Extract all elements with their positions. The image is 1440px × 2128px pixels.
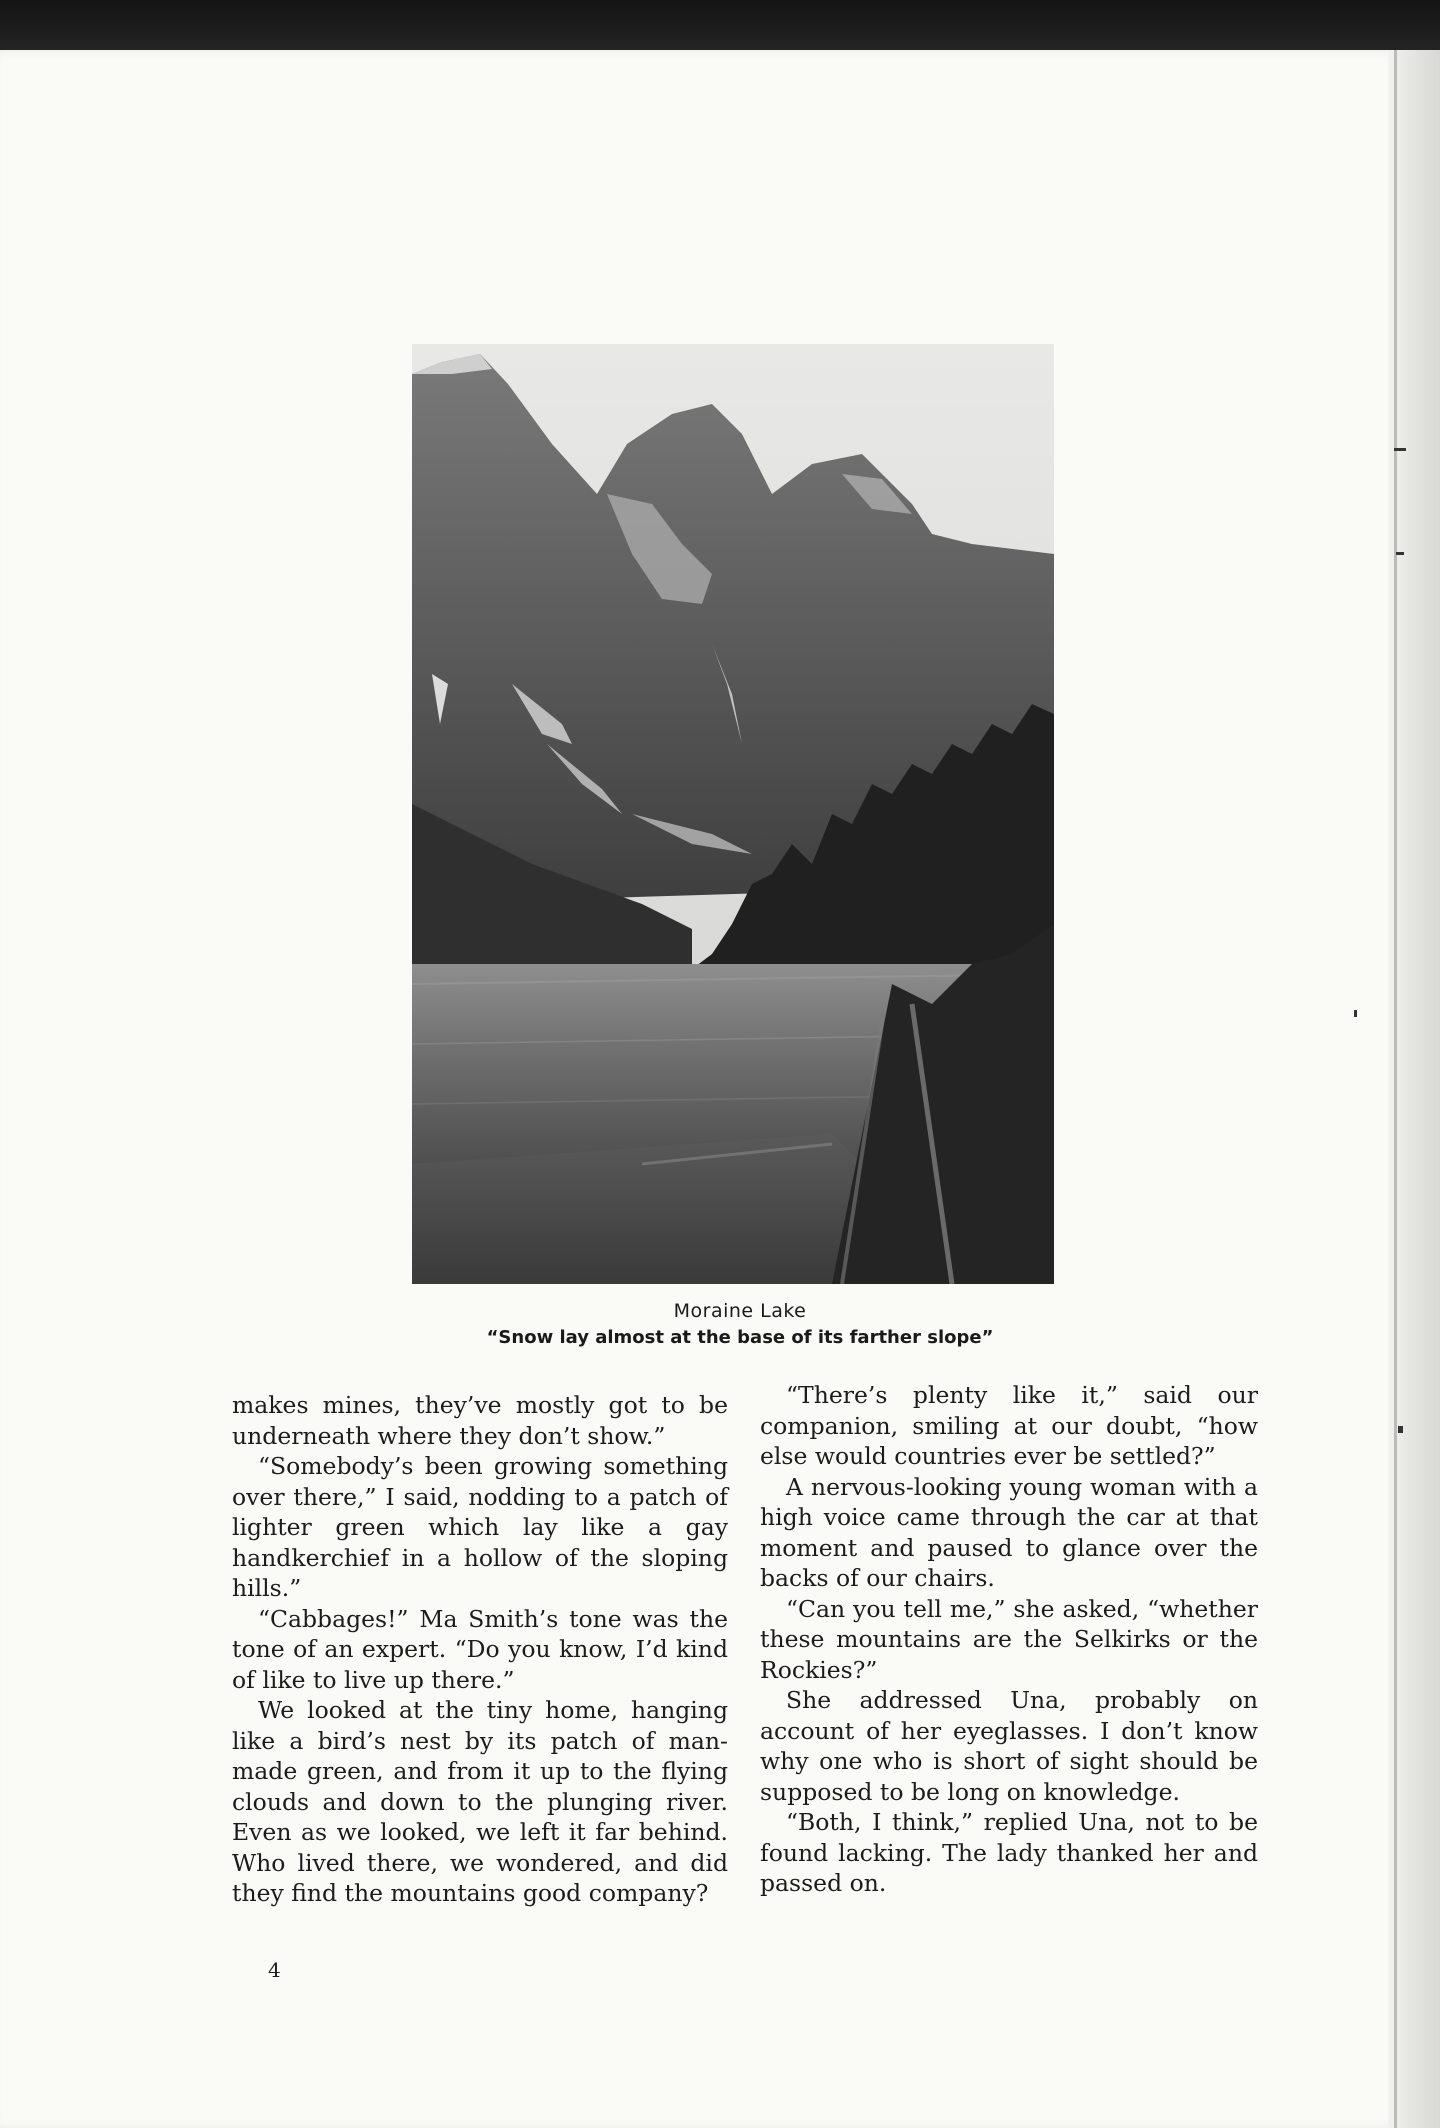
scan-mark: [1398, 1426, 1403, 1433]
paragraph: We looked at the tiny home, hanging like a bird’s nest by its patch of man-made green, and from it up to the flying clouds and down to the plunging river. Even as we looked, we left it far behind. Who lived there, we wondered, and did they find the mountains good company?: [232, 1696, 728, 1907]
paragraph: “There’s plenty like it,” said our companion, smiling at our doubt, “how else would countries ever be settled?”: [760, 1381, 1258, 1470]
left-text-column: [232, 1390, 728, 1909]
scan-mark: [1394, 448, 1406, 451]
figure-title: Moraine Lake: [673, 1300, 807, 1322]
page-number: 4: [268, 1958, 281, 1982]
figure-quote: “Snow lay almost at the base of its farther slope”: [486, 1327, 994, 1348]
paragraph: A nervous-looking young woman with a high voice came through the car at that moment and paused to glance over the backs of our chairs.: [760, 1472, 1258, 1592]
paragraph: “Somebody’s been growing something over there,” I said, nodding to a patch of lighter green which lay like a gay handkerchief in a hollow of the sloping hills.”: [232, 1452, 728, 1602]
moraine-lake-photo: [412, 344, 1054, 1284]
paragraph: “Both, I think,” replied Una, not to be found lacking. The lady thanked her and passed on.: [760, 1808, 1258, 1897]
paragraph: She addressed Una, probably on account of her eyeglasses. I don’t know why one who is short of sight should be supposed to be long on knowledge.: [760, 1686, 1258, 1806]
gutter-crease: [1394, 50, 1397, 2128]
figure-caption: [360, 1298, 1120, 1352]
paragraph: “Cabbages!” Ma Smith’s tone was the tone of an expert. “Do you know, I’d kind of like to live up there.”: [232, 1604, 728, 1694]
moraine-lake-photo-image: [412, 344, 1054, 1284]
paragraph: makes mines, they’ve mostly got to be underneath where they don’t show.”: [232, 1391, 728, 1450]
page-gutter-edge: [1388, 50, 1440, 2128]
paragraph: “Can you tell me,” she asked, “whether these mountains are the Selkirks or the Rockies?”: [760, 1594, 1258, 1684]
right-text-column: [760, 1380, 1258, 1899]
scan-mark: [1396, 552, 1404, 555]
scan-mark: [1354, 1010, 1357, 1017]
